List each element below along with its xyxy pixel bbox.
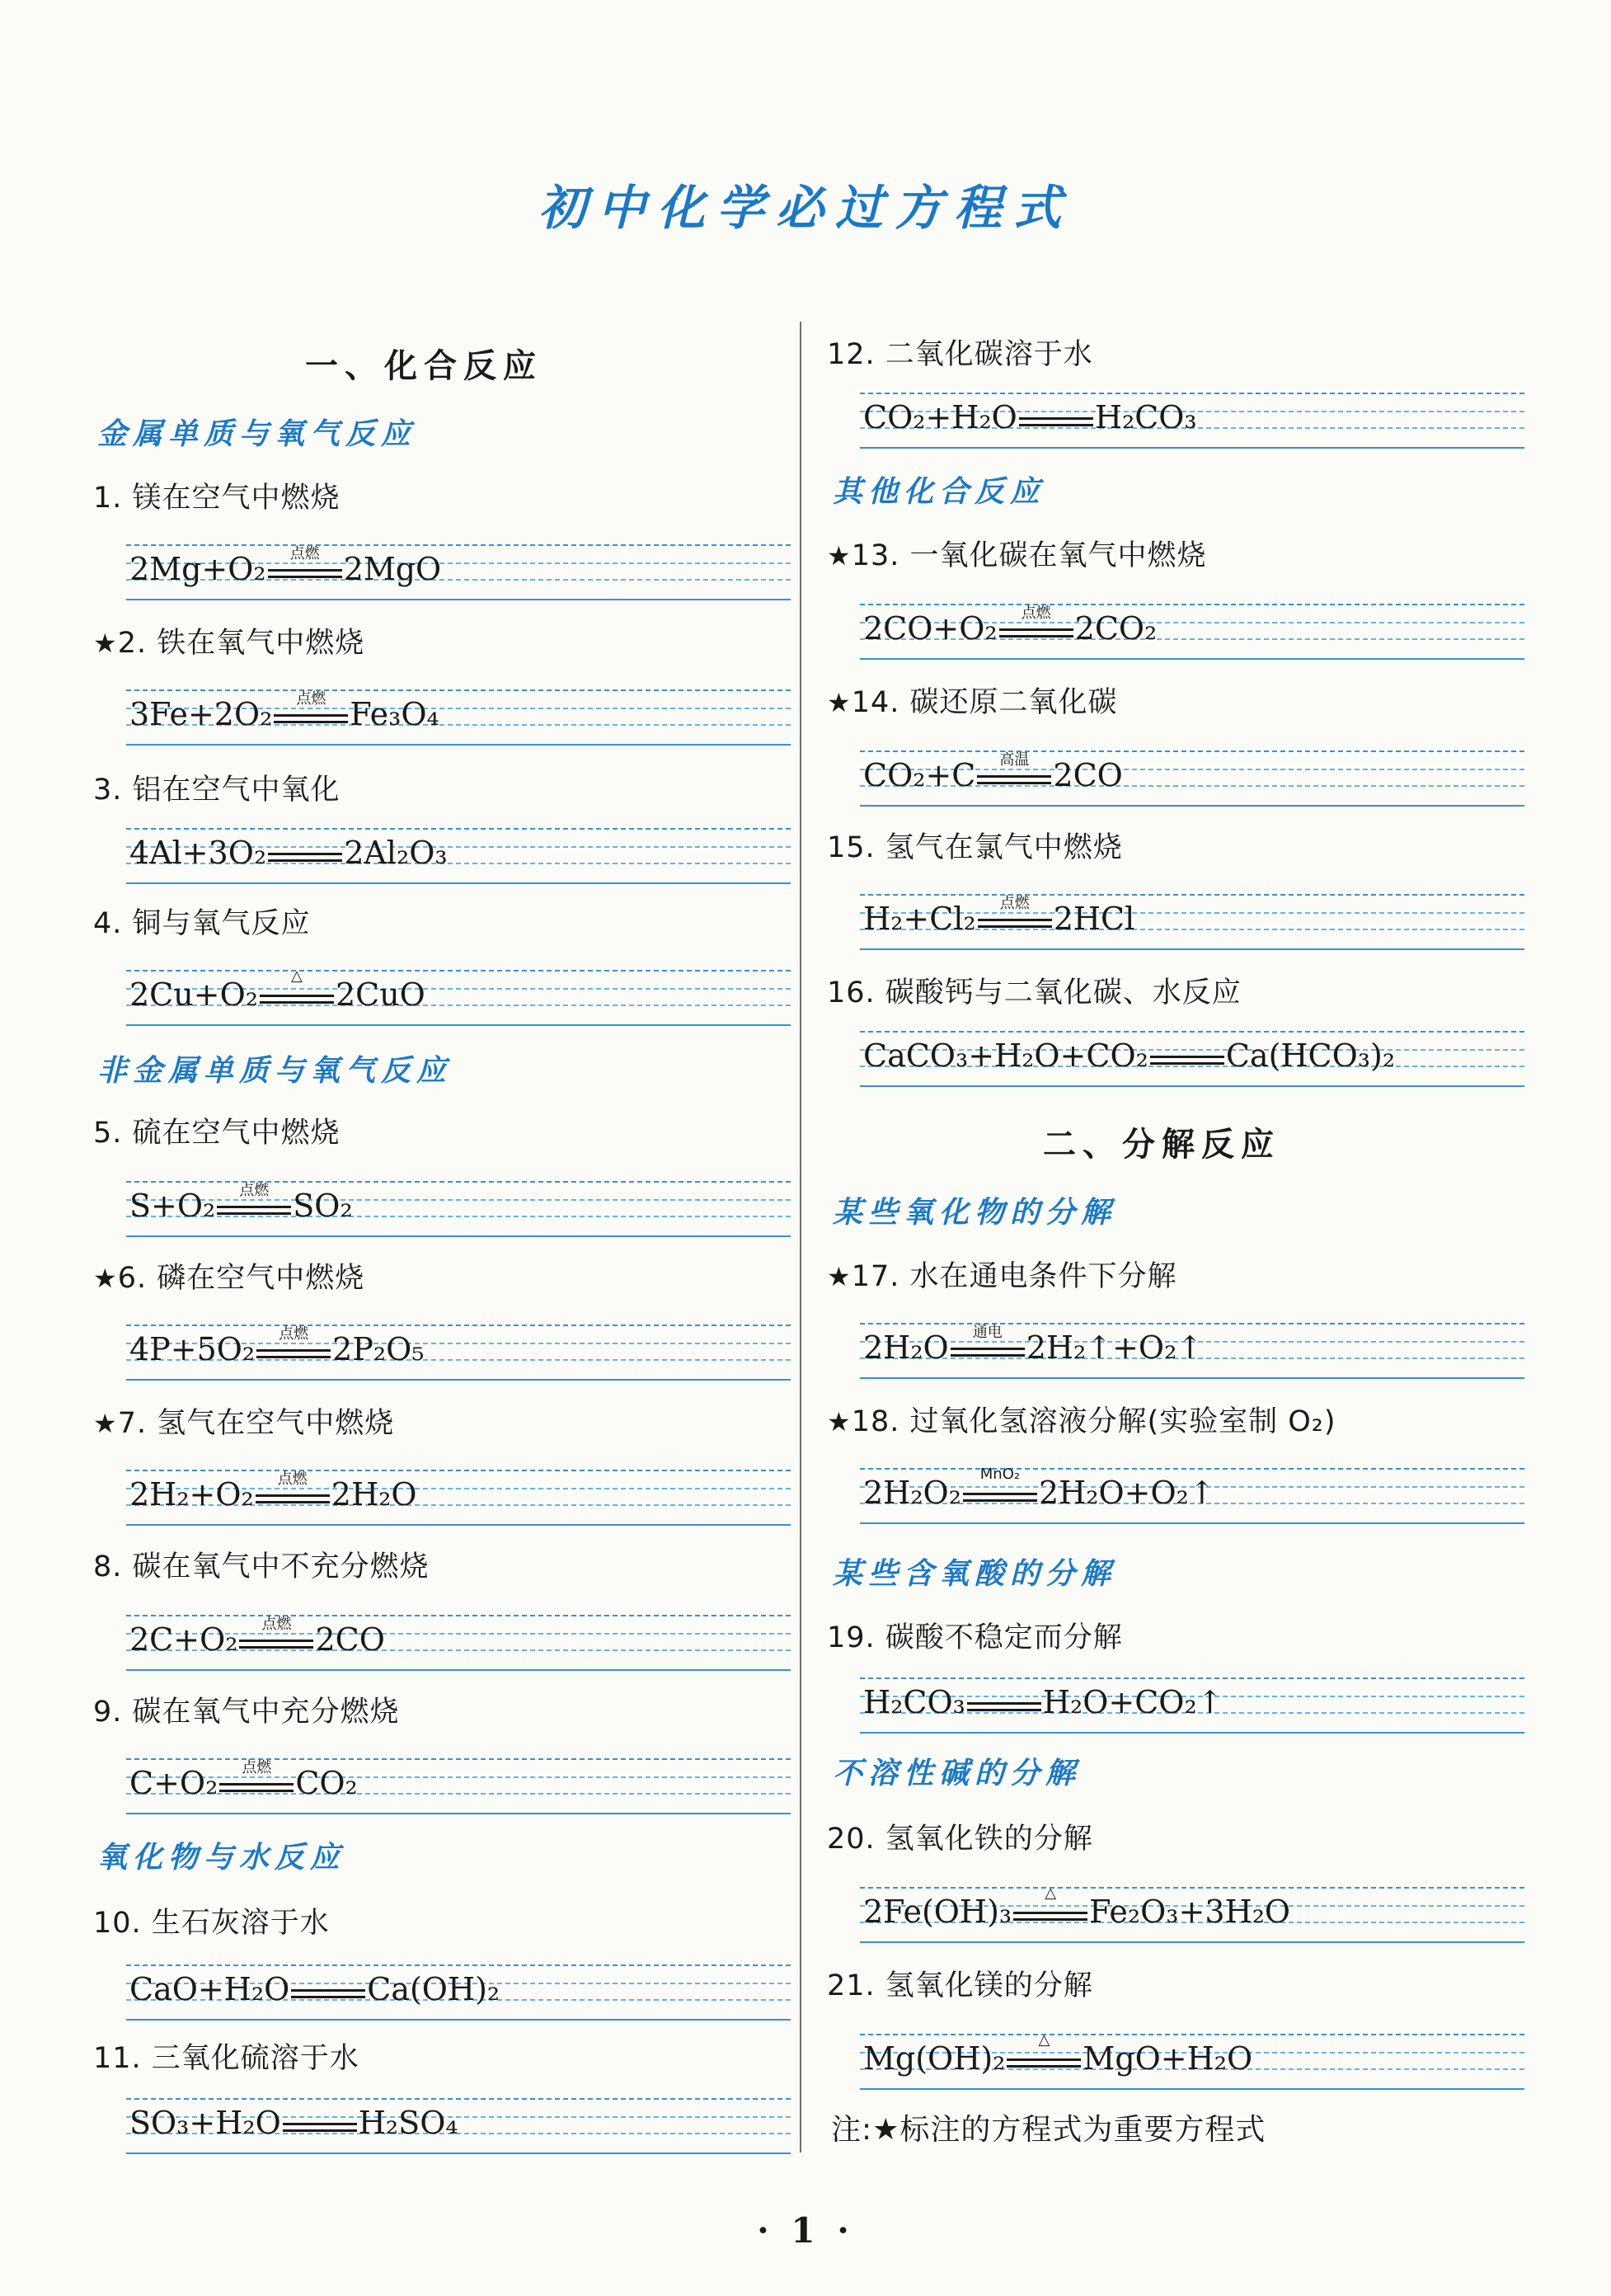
equation-line [860, 1323, 1524, 1379]
item-title: ★2. 铁在氧气中燃烧 [93, 627, 365, 660]
item-title: ★13. 一氧化碳在氧气中燃烧 [827, 539, 1207, 572]
page-title: 初中化学必过方程式 [538, 180, 1073, 236]
item-title: 15. 氢气在氯气中燃烧 [827, 831, 1123, 864]
equation: H₂+Cl₂ 点燃 2HCl [863, 894, 1135, 937]
page-number: · 1 · [757, 2210, 854, 2251]
equation: S+O₂ 点燃 SO₂ [129, 1181, 353, 1224]
equation: 3Fe+2O₂ 点燃 Fe₃O₄ [129, 689, 439, 732]
condition-sign: 点燃 [219, 1774, 294, 1799]
condition-sign: 点燃 [978, 910, 1052, 934]
item-title: 9. 碳在氧气中充分燃烧 [93, 1696, 400, 1729]
item-title: 4. 铜与氧气反应 [93, 907, 311, 940]
condition-sign [291, 1980, 365, 2005]
equation-line [126, 967, 791, 1026]
item-title: 20. 氢氧化铁的分解 [827, 1823, 1093, 1856]
item-title: 1. 镁在空气中燃烧 [93, 482, 341, 515]
condition-sign [268, 844, 342, 868]
equation: 2H₂O 通电 2H₂↑+O₂↑ [863, 1323, 1204, 1366]
equation-line [126, 2098, 791, 2154]
equation-line [126, 1324, 791, 1381]
subsection-oxyacid-decomposition: 某些含氧酸的分解 [833, 1556, 1117, 1591]
equation: 2Mg+O₂ 点燃 2MgO [129, 544, 442, 587]
item-title: ★18. 过氧化氢溶液分解(实验室制 O₂) [827, 1405, 1336, 1438]
equation: 4P+5O₂ 点燃 2P₂O₅ [129, 1324, 425, 1367]
item-title: 12. 二氧化碳溶于水 [827, 338, 1093, 371]
equation-line [860, 1465, 1524, 1524]
item-title: ★7. 氢气在空气中燃烧 [93, 1407, 395, 1440]
equation-line [860, 604, 1524, 660]
condition-sign: 高温 [977, 766, 1051, 791]
condition-sign: MnO₂ [963, 1484, 1037, 1508]
equation-line [860, 2030, 1524, 2090]
equation-line [126, 1181, 791, 1237]
condition-sign: △ [260, 986, 334, 1010]
subsection-metal-oxygen: 金属单质与氧气反应 [97, 416, 417, 451]
footnote: 注:★标注的方程式为重要方程式 [831, 2113, 1266, 2147]
item-title: ★6. 磷在空气中燃烧 [93, 1262, 365, 1295]
condition-sign: 通电 [951, 1339, 1025, 1363]
item-title: 5. 硫在空气中燃烧 [93, 1117, 341, 1150]
equation: SO₃+H₂O H₂SO₄ [129, 2105, 458, 2141]
condition-sign [283, 2114, 357, 2138]
equation: 2Fe(OH)₃ △ Fe₂O₃+3H₂O [863, 1884, 1291, 1930]
item-title: 10. 生石灰溶于水 [93, 1907, 330, 1940]
equation-line [860, 894, 1524, 950]
equation: 2CO+O₂ 点燃 2CO₂ [863, 604, 1158, 647]
item-title: 11. 三氧化硫溶于水 [93, 2042, 359, 2075]
condition-sign [1019, 408, 1093, 433]
equation-line [126, 1615, 791, 1671]
equation-line [126, 689, 791, 746]
condition-sign: △ [1007, 2049, 1081, 2074]
equation: CO₂+C 高温 2CO [863, 750, 1123, 793]
condition-sign [1150, 1047, 1224, 1071]
item-title: 21. 氢氧化镁的分解 [827, 1969, 1093, 2002]
condition-sign: 点燃 [274, 705, 348, 730]
equation: CaCO₃+H₂O+CO₂ Ca(HCO₃)₂ [863, 1037, 1396, 1074]
equation-line [126, 1470, 791, 1526]
item-title: 19. 碳酸不稳定而分解 [827, 1621, 1123, 1654]
equation: H₂CO₃ H₂O+CO₂↑ [863, 1684, 1224, 1720]
item-title: 8. 碳在氧气中不充分燃烧 [93, 1550, 430, 1583]
equation-line [860, 1677, 1524, 1734]
condition-sign: 点燃 [239, 1630, 313, 1655]
equation-line [860, 1031, 1524, 1087]
equation-line [126, 544, 791, 600]
equation-line [126, 828, 791, 884]
condition-sign: 点燃 [256, 1340, 331, 1365]
equation: 2C+O₂ 点燃 2CO [129, 1615, 385, 1658]
condition-sign: 点燃 [256, 1485, 330, 1510]
equation-line [860, 1884, 1524, 1943]
item-title: ★14. 碳还原二氧化碳 [827, 686, 1118, 719]
equation: 2H₂+O₂ 点燃 2H₂O [129, 1470, 417, 1513]
equation-line [860, 393, 1524, 449]
item-title: ★17. 水在通电条件下分解 [827, 1260, 1177, 1293]
subsection-base-decomposition: 不溶性碱的分解 [833, 1756, 1082, 1790]
section-title-combination: 一、化合反应 [305, 346, 542, 385]
condition-sign: △ [1013, 1903, 1087, 1927]
section-title-decomposition: 二、分解反应 [1043, 1125, 1280, 1164]
equation: C+O₂ 点燃 CO₂ [129, 1758, 358, 1801]
item-title: 3. 铝在空气中氧化 [93, 774, 341, 807]
subsection-nonmetal-oxygen: 非金属单质与氧气反应 [97, 1053, 453, 1088]
equation-line [126, 1964, 791, 2021]
subsection-oxide-water: 氧化物与水反应 [97, 1840, 346, 1875]
equation: CaO+H₂O Ca(OH)₂ [129, 1971, 500, 2007]
condition-sign [967, 1693, 1041, 1718]
equation: Mg(OH)₂ △ MgO+H₂O [863, 2030, 1253, 2077]
equation: 2H₂O₂ MnO₂ 2H₂O+O₂↑ [863, 1465, 1215, 1511]
column-divider [800, 322, 801, 2152]
equation: 2Cu+O₂ △ 2CuO [129, 967, 425, 1013]
equation: CO₂+H₂O H₂CO₃ [863, 399, 1197, 435]
item-title: 16. 碳酸钙与二氧化碳、水反应 [827, 976, 1242, 1009]
equation-line [126, 1758, 791, 1814]
condition-sign: 点燃 [217, 1197, 291, 1221]
subsection-oxide-decomposition: 某些氧化物的分解 [833, 1195, 1117, 1230]
condition-sign: 点燃 [268, 560, 342, 585]
equation: 4Al+3O₂ 2Al₂O₃ [129, 835, 448, 871]
equation-line [860, 750, 1524, 807]
subsection-other-combination: 其他化合反应 [833, 474, 1046, 509]
condition-sign: 点燃 [999, 619, 1073, 644]
